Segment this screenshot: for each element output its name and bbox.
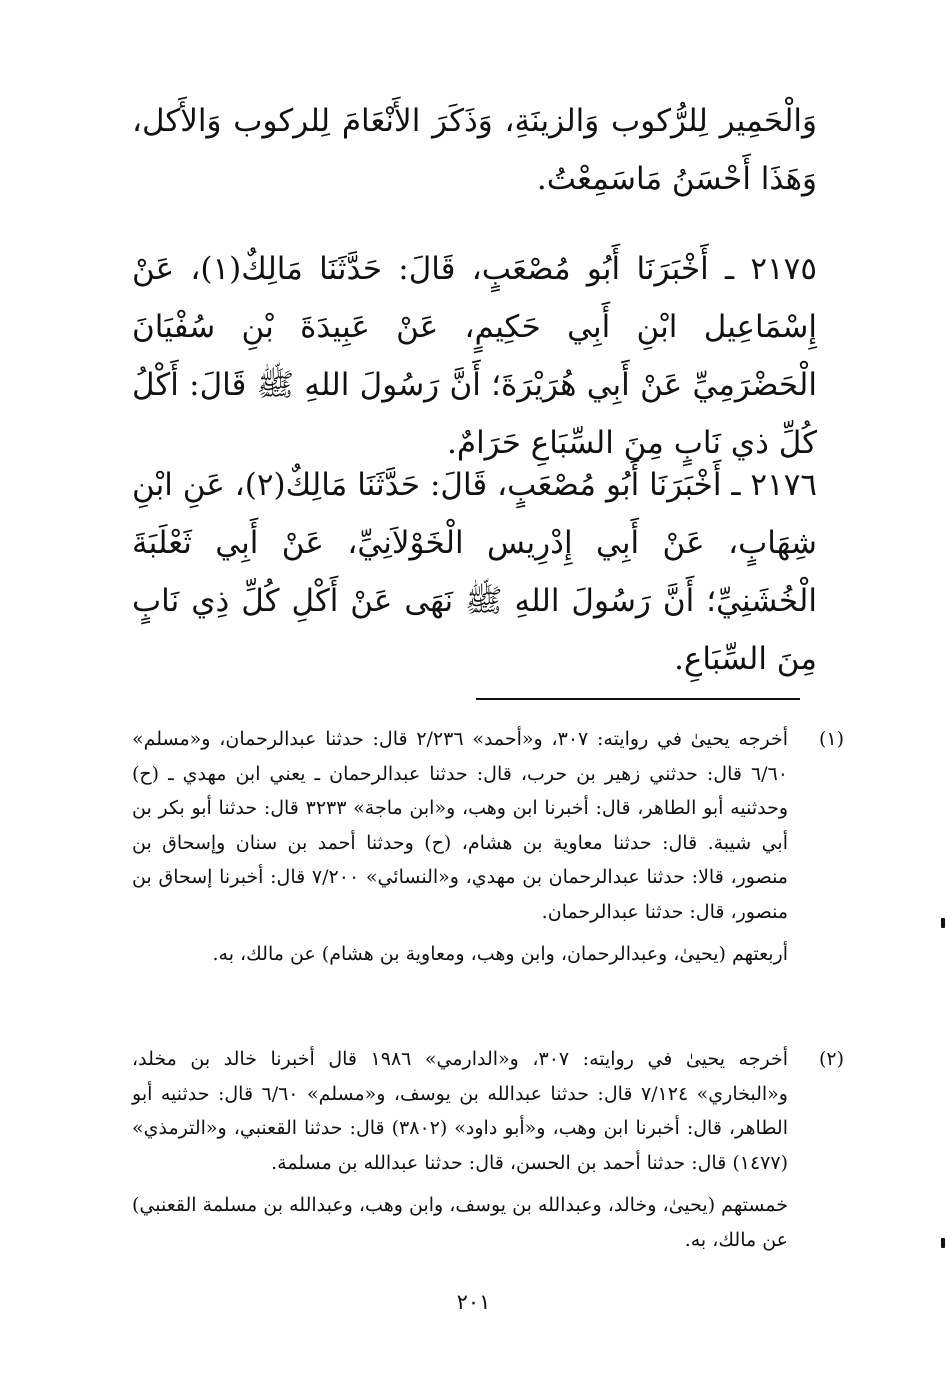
hadith-2176: ٢١٧٦ ـ أَخْبَرَنَا أَبُو مُصْعَبٍ، قَالَ: حَدَّثَنَا مَالِكٌ(٢)، عَنِ ابْنِ شِهَابٍ، عَنْ أَبِي إِدْرِيس الْخَوْلاَنِيِّ، عَنْ أَبِي ثَعْلَبَةَ الْخُشَنِيِّ؛ أَنَّ رَسُولَ اللهِ ﷺ نَهَى عَنْ أَكْلِ كُلِّ ذِي نَابٍ مِنَ السِّبَاعِ.: [132, 467, 817, 677]
footnote-1-summary: أربعتهم (يحيىٰ، وعبدالرحمان، وابن وهب، ومعاوية بن هشام) عن مالك، به.: [212, 943, 788, 965]
scan-edge-mark: [941, 1238, 945, 1248]
footnote-2-summary: خمستهم (يحيىٰ، وخالد، وعبدالله بن يوسف، وابن وهب، وعبدالله بن مسلمة القعنبي) عن مالك، به.: [132, 1194, 788, 1251]
text-paragraph-continuation: وَالْحَمِير لِلرُّكوب وَالزينَةِ، وَذَكَرَ الأَنْعَامَ لِلركوب وَالأَكل، وَهَذَا أَحْسَنُ مَاسَمِعْتُ.: [132, 103, 817, 197]
footnote-separator: [476, 698, 800, 700]
hadith-2175: ٢١٧٥ ـ أَخْبَرَنَا أَبُو مُصْعَبٍ، قَالَ: حَدَّثَنَا مَالِكٌ(١)، عَنْ إِسْمَاعِيل ابْنِ أَبِي حَكِيمٍ، عَنْ عَبِيدَةَ بْنِ سُفْيَانَ الْحَضْرَمِيِّ عَنْ أَبِي هُرَيْرَةَ؛ أَنَّ رَسُولَ اللهِ ﷺ قَالَ: أَكْلُ كُلِّ ذي نَابٍ مِنَ السِّبَاعِ حَرَامٌ.: [132, 251, 817, 461]
page-number: ٢٠١: [456, 1290, 491, 1314]
footnote-2: [132, 1042, 844, 1257]
footnote-2-number: (٢): [818, 1048, 844, 1070]
footnote-1: [132, 722, 844, 972]
footnote-1-body: أخرجه يحيىٰ في روايته: ٣٠٧، و«أحمد» ٢/٢٣٦ قال: حدثنا عبدالرحمان، و«مسلم» ٦/٦٠ قال: حدثني زهير بن حرب، قال: حدثنا عبدالرحمان ـ يعني ابن مهدي ـ (ح) وحدثنيه أبو الطاهر، قال: أخبرنا ابن وهب، و«ابن ماجة» ٣٢٣٣ قال: حدثنا أبو بكر بن أبي شيبة. قال: حدثنا معاوية بن هشام، (ح) وحدثنا أحمد بن سنان وإسحاق بن منصور، قالا: حدثنا عبدالرحمان بن مهدي، و«النسائي» ٧/٢٠٠ قال: أخبرنا إسحاق بن منصور، قال: حدثنا عبدالرحمان.: [132, 728, 789, 923]
footnote-1-number: (١): [818, 728, 844, 750]
scan-edge-mark: [941, 918, 945, 928]
footnote-2-body: أخرجه يحيىٰ في روايته: ٣٠٧، و«الدارمي» ١٩٨٦ قال أخبرنا خالد بن مخلد، و«البخاري» ٧/١٢٤ قال: حدثنا عبدالله بن يوسف، و«مسلم» ٦/٦٠ قال: حدثنيه أبو الطاهر، قال: أخبرنا ابن وهب، و«أبو داود» (٣٨٠٢) قال: حدثنا القعنبي، و«الترمذي» (١٤٧٧) قال: حدثنا أحمد بن الحسن، قال: حدثنا عبدالله بن مسلمة.: [132, 1048, 788, 1174]
